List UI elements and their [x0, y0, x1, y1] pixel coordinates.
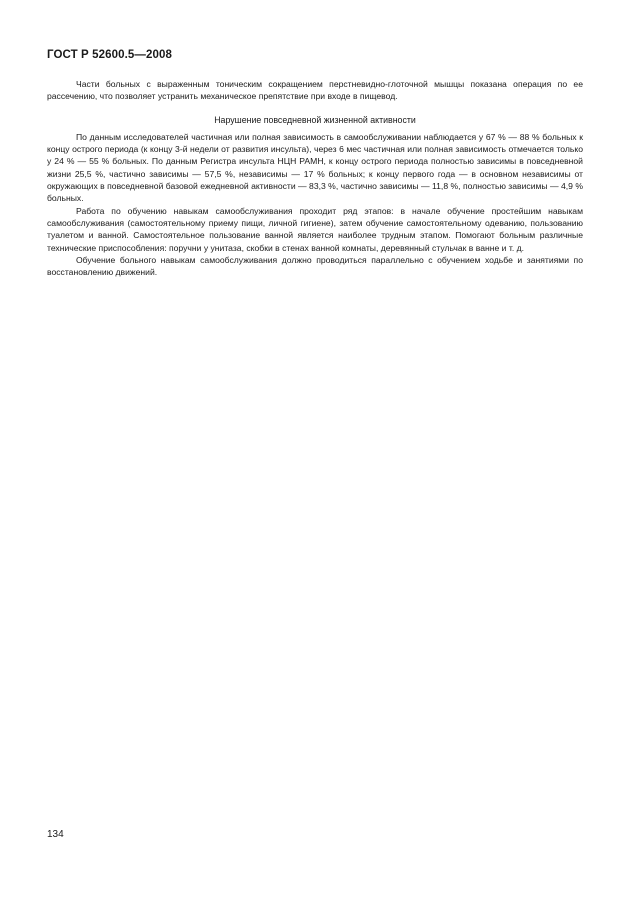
standard-code-header: ГОСТ Р 52600.5—2008	[47, 49, 172, 61]
section-title: Нарушение повседневной жизненной активности	[214, 114, 416, 125]
paragraph-parallel-training: Обучение больного навыкам самообслуживания должно проводиться параллельно с обучением ходьбе и занятиями по восстановлению движений.	[47, 254, 583, 278]
intro-paragraph: Части больных с выраженным тоническим сокращением перстневидно-глоточной мышцы показана операция по ее рассечению, что позволяет устранить механическое препятствие при входе в пищевод.	[47, 79, 583, 102]
page-number: 134	[47, 829, 64, 840]
paragraph-dependency-statistics: По данным исследователей частичная или полная зависимость в самообслуживании наблюдается у 67 % — 88 % больных к концу острого периода (к концу 3-й недели от развития инсульта), через 6 мес частичная или полная зависимость отмечается только у 24 % — 55 % больных. По данным Регистра инсульта НЦН РАМН, к концу острого периода полностью зависимы в повседневной жизни 25,5 %, частично зависимы — 57,5 %, независимы — 17 % больных; к концу первого года — в основном независимы от окружающих в повседневной базовой ежедневной активности — 83,3 %, частично зависимы — 11,8 %, полностью зависимы — 4,9 % больных.	[47, 131, 583, 204]
paragraph-self-care-training: Работа по обучению навыкам самообслуживания проходит ряд этапов: в начале обучение простейшим навыкам самообслуживания (самостоятельному приему пищи, личной гигиене), затем обучение самостоятельному одеванию, пользованию туалетом и ванной. Самостоятельное пользование ванной является наиболее трудным этапом. Помогают больным различные технические приспособления: поручни у унитаза, скобки в стенах ванной комнаты, деревянный стульчак в ванне и т. д.	[47, 205, 583, 253]
page-content	[47, 78, 583, 278]
